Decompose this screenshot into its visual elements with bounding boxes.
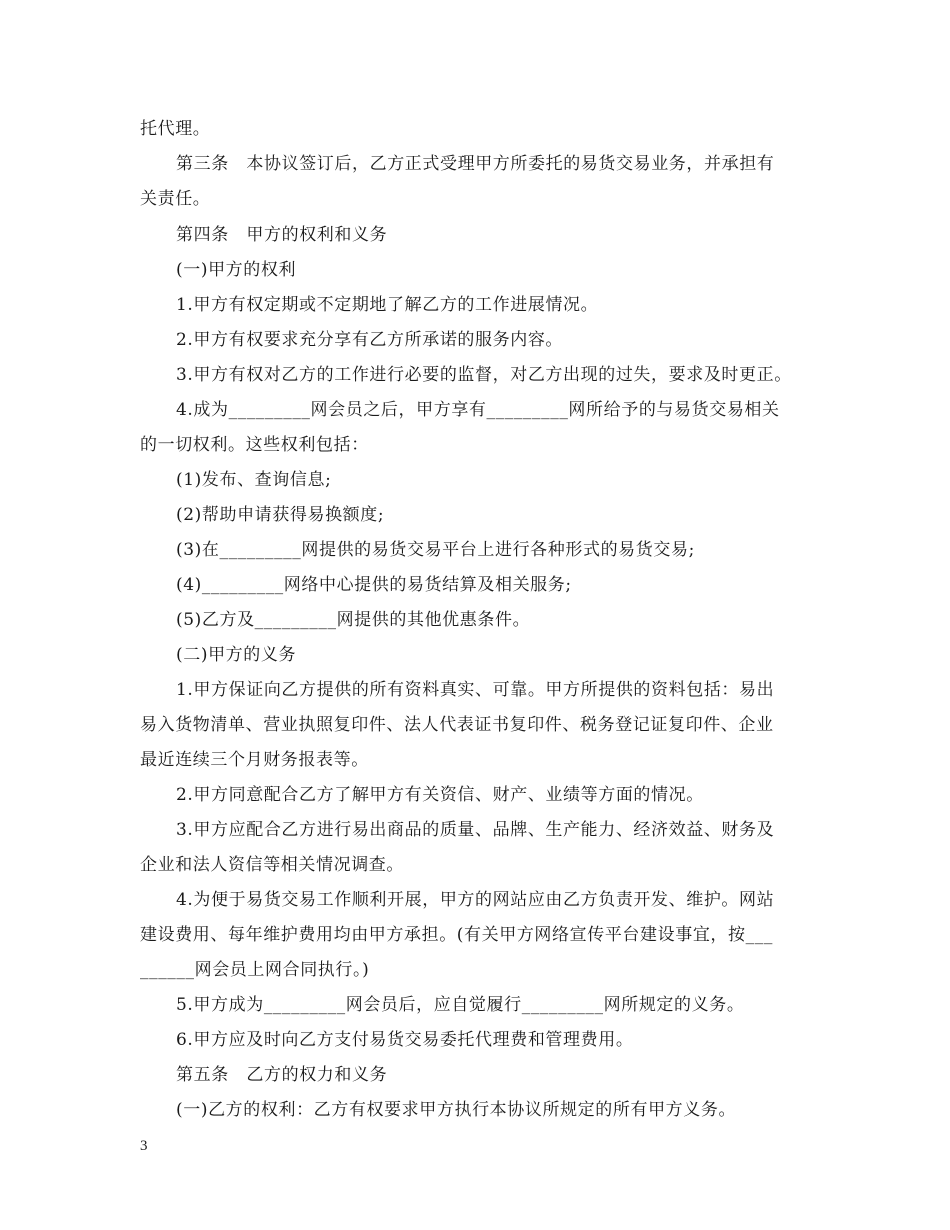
list-item: (1)发布、查询信息; bbox=[176, 470, 332, 490]
text-line: 最近连续三个月财务报表等。 bbox=[140, 750, 369, 770]
page-number: 3 bbox=[140, 1138, 148, 1154]
text-line: ______网会员上网合同执行。) bbox=[140, 960, 370, 980]
text-line: 的一切权利。这些权利包括： bbox=[140, 435, 369, 455]
text-line: 3.甲方应配合乙方进行易出商品的质量、品牌、生产能力、经济效益、财务及 bbox=[176, 820, 775, 840]
text-line: 第三条 本协议签订后，乙方正式受理甲方所委托的易货交易业务，并承担有 bbox=[176, 154, 775, 174]
text-line: 1.甲方保证向乙方提供的所有资料真实、可靠。甲方所提供的资料包括：易出 bbox=[176, 680, 775, 700]
text-line: 3.甲方有权对乙方的工作进行必要的监督，对乙方出现的过失，要求及时更正。 bbox=[176, 365, 792, 385]
text-line: (一)乙方的权利：乙方有权要求甲方执行本协议所规定的所有甲方义务。 bbox=[176, 1100, 737, 1120]
text-line: 托代理。 bbox=[140, 119, 211, 139]
text-line: 5.甲方成为_________网会员后，应自觉履行_________网所规定的义务。 bbox=[176, 995, 745, 1015]
text-line: 4.为便于易货交易工作顺利开展，甲方的网站应由乙方负责开发、维护。网站 bbox=[176, 890, 775, 910]
text-line: 企业和法人资信等相关情况调查。 bbox=[140, 855, 404, 875]
section-heading: 第四条 甲方的权利和义务 bbox=[176, 225, 388, 245]
text-line: 易入货物清单、营业执照复印件、法人代表证书复印件、税务登记证复印件、企业 bbox=[140, 715, 774, 735]
subsection-heading: (二)甲方的义务 bbox=[176, 645, 297, 665]
list-item: (3)在_________网提供的易货交易平台上进行各种形式的易货交易; bbox=[176, 540, 695, 560]
list-item: (5)乙方及_________网提供的其他优惠条件。 bbox=[176, 610, 531, 630]
text-line: 1.甲方有权定期或不定期地了解乙方的工作进展情况。 bbox=[176, 295, 599, 315]
section-heading: 第五条 乙方的权力和义务 bbox=[176, 1065, 388, 1085]
text-line: 4.成为_________网会员之后，甲方享有_________网所给予的与易货交易相关 bbox=[176, 400, 780, 420]
text-line: 建设费用、每年维护费用均由甲方承担。(有关甲方网络宣传平台建设事宜，按___ bbox=[140, 925, 773, 945]
list-item: (4)_________网络中心提供的易货结算及相关服务; bbox=[176, 575, 572, 595]
text-line: 6.甲方应及时向乙方支付易货交易委托代理费和管理费用。 bbox=[176, 1030, 634, 1050]
list-item: (2)帮助申请获得易换额度; bbox=[176, 505, 385, 525]
subsection-heading: (一)甲方的权利 bbox=[176, 260, 297, 280]
text-line: 2.甲方有权要求充分享有乙方所承诺的服务内容。 bbox=[176, 330, 564, 350]
text-line: 关责任。 bbox=[140, 189, 211, 209]
text-line: 2.甲方同意配合乙方了解甲方有关资信、财产、业绩等方面的情况。 bbox=[176, 785, 704, 805]
